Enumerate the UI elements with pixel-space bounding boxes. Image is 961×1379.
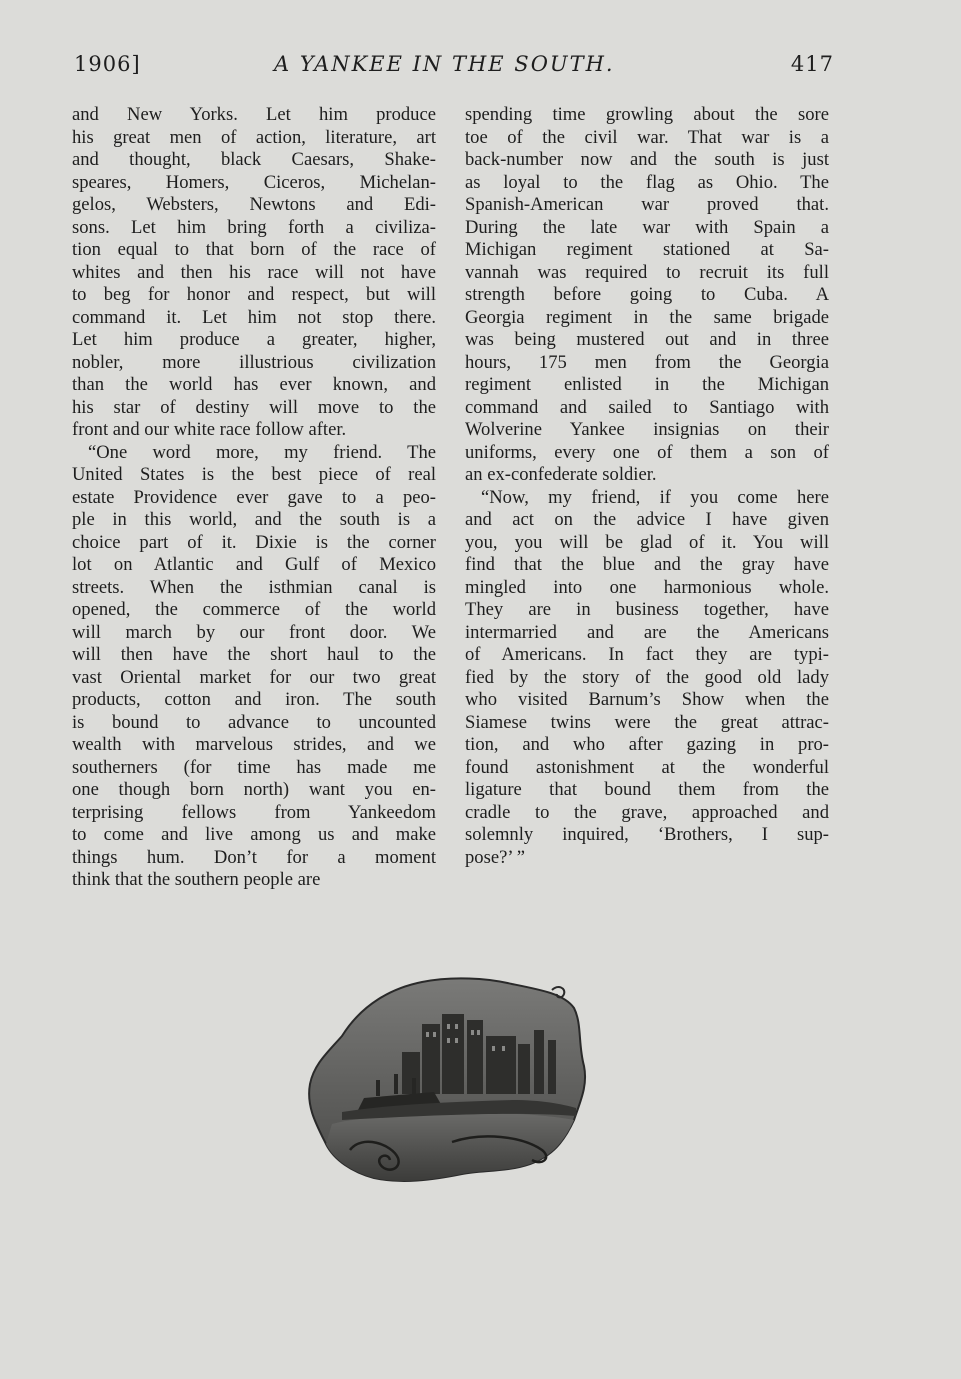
- text-line: opened, the commerce of the world: [72, 599, 436, 620]
- text-line: his star of destiny will move to the: [72, 396, 436, 418]
- left-column: [72, 104, 436, 892]
- text-line: and thought, black Caesars, Shake-: [72, 149, 436, 170]
- text-line: was being mustered out and in three: [465, 329, 829, 350]
- text-line: whites and then his race will not have: [72, 261, 436, 283]
- text-line: Let him produce a greater, higher,: [72, 329, 436, 350]
- text-line: one though born north) want you en-: [72, 779, 436, 800]
- text-line: regiment enlisted in the Michigan: [465, 374, 829, 395]
- text-line: gelos, Websters, Newtons and Edi-: [72, 194, 436, 215]
- right-column: [465, 104, 829, 869]
- header-title: A YANKEE IN THE SOUTH.: [274, 52, 615, 76]
- text-line: will then have the short haul to the: [72, 644, 436, 665]
- illustration-vignette: [302, 974, 588, 1186]
- text-line: found astonishment at the wonderful: [465, 756, 829, 778]
- text-line: products, cotton and iron. The south: [72, 689, 436, 710]
- text-line: command and sailed to Santiago with: [465, 396, 829, 418]
- text-line: Wolverine Yankee insignias on their: [465, 419, 829, 440]
- text-line: who visited Barnum’s Show when the: [465, 689, 829, 710]
- text-line: you, you will be glad of it. You will: [465, 531, 829, 553]
- text-line: strength before going to Cuba. A: [465, 284, 829, 305]
- text-line: Spanish-American war proved that.: [465, 194, 829, 215]
- text-line: front and our white race follow after.: [72, 419, 347, 440]
- text-line: “One word more, my friend. The: [88, 441, 436, 463]
- text-line: his great men of action, literature, art: [72, 126, 436, 148]
- text-line: Siamese twins were the great attrac-: [465, 711, 829, 733]
- text-line: things hum. Don’t for a moment: [72, 846, 436, 868]
- text-line: wealth with marvelous strides, and we: [72, 734, 436, 755]
- page-number: 417: [790, 52, 834, 76]
- text-line: terprising fellows from Yankeedom: [72, 801, 436, 823]
- text-line: speares, Homers, Ciceros, Michelan-: [72, 171, 436, 193]
- text-line: cradle to the grave, approached and: [465, 801, 829, 823]
- text-line: as loyal to the flag as Ohio. The: [465, 171, 829, 193]
- text-line: to come and live among us and make: [72, 824, 436, 845]
- text-line: is bound to advance to uncounted: [72, 711, 436, 733]
- text-line: estate Providence ever gave to a peo-: [72, 486, 436, 508]
- text-line: sons. Let him bring forth a civiliza-: [72, 216, 436, 238]
- text-line: back-number now and the south is just: [465, 149, 829, 170]
- text-line: vast Oriental market for our two great: [72, 666, 436, 688]
- text-line: toe of the civil war. That war is a: [465, 126, 829, 148]
- text-line: uniforms, every one of them a son of: [465, 441, 829, 463]
- text-line: tion equal to that born of the race of: [72, 239, 436, 260]
- text-line: pose?’ ”: [465, 846, 526, 868]
- text-line: think that the southern people are: [72, 869, 321, 890]
- text-line: vannah was required to recruit its full: [465, 261, 829, 283]
- text-line: ligature that bound them from the: [465, 779, 829, 800]
- text-line: fied by the story of the good old lady: [465, 666, 829, 688]
- text-line: Michigan regiment stationed at Sa-: [465, 239, 829, 260]
- text-line: “Now, my friend, if you come here: [481, 486, 829, 508]
- text-line: nobler, more illustrious civilization: [72, 351, 436, 373]
- text-line: an ex-confederate soldier.: [465, 464, 657, 485]
- text-line: to beg for honor and respect, but will: [72, 284, 436, 305]
- text-line: tion, and who after gazing in pro-: [465, 734, 829, 755]
- text-line: United States is the best piece of real: [72, 464, 436, 485]
- text-line: During the late war with Spain a: [465, 216, 829, 238]
- text-line: choice part of it. Dixie is the corner: [72, 531, 436, 553]
- text-line: and New Yorks. Let him produce: [72, 104, 436, 125]
- text-line: lot on Atlantic and Gulf of Mexico: [72, 554, 436, 575]
- text-line: southerners (for time has made me: [72, 756, 436, 778]
- running-header: [74, 52, 834, 86]
- text-line: hours, 175 men from the Georgia: [465, 351, 829, 373]
- text-line: command it. Let him not stop there.: [72, 306, 436, 328]
- text-line: They are in business together, have: [465, 599, 829, 620]
- text-line: find that the blue and the gray have: [465, 554, 829, 575]
- text-line: intermarried and are the Americans: [465, 621, 829, 643]
- text-line: spending time growling about the sore: [465, 104, 829, 125]
- header-year: 1906]: [74, 52, 141, 76]
- text-line: will march by our front door. We: [72, 621, 436, 643]
- text-line: and act on the advice I have given: [465, 509, 829, 530]
- text-line: streets. When the isthmian canal is: [72, 576, 436, 598]
- text-line: solemnly inquired, ‘Brothers, I sup-: [465, 824, 829, 845]
- text-line: Georgia regiment in the same brigade: [465, 306, 829, 328]
- text-line: mingled into one harmonious whole.: [465, 576, 829, 598]
- text-line: of Americans. In fact they are typi-: [465, 644, 829, 665]
- text-line: ple in this world, and the south is a: [72, 509, 436, 530]
- text-line: than the world has ever known, and: [72, 374, 436, 395]
